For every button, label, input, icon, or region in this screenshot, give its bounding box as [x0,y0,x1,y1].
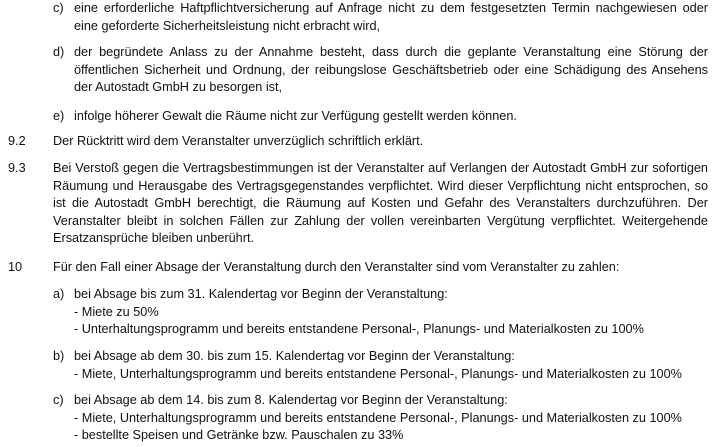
section-text: Der Rücktritt wird dem Veranstalter unverzüglich schriftlich erklärt. [53,134,424,148]
item-letter: c) [53,1,64,15]
item-line: - Miete, Unterhaltungsprogramm und bereits entstandene Personal-, Planungs- und Materialkosten zu 100% [74,410,682,425]
list-item [0,0,715,36]
item-body [74,286,708,339]
section [0,133,715,151]
section-text: Bei Verstoß gegen die Vertragsbestimmungen ist der Veranstalter auf Verlangen der Autostadt GmbH zur sofortigen Räumung und Herausgabe des Vertragsgegenstandes verpflichtet. Wird dieser Verpflichtung nicht entsprochen, so ist die Autostadt GmbH berechtigt, die Räumung auf Kosten und Gefahr des Veranstalters durchzuführen. Der Veranstalter bleibt in solchen Fällen zur Zahlung der vollen vereinbarten Vergütung verpflichtet. Weitergehende Ersatzansprüche bleiben unberührt. [53,161,708,245]
cancellation-item [0,392,715,446]
list-item [0,108,715,126]
item-letter: b) [53,349,65,363]
item-line: - Unterhaltungsprogramm und bereits entstandene Personal-, Planungs- und Materialkosten zu 100% [74,322,644,336]
item-heading: bei Absage ab dem 14. bis zum 8. Kalendertag vor Beginn der Veranstaltung: [74,393,508,407]
item-line: - bestellte Speisen und Getränke bzw. Pauschalen zu 33% [74,428,404,442]
item-line: - Miete, Unterhaltungsprogramm und bereits entstandene Personal-, Planungs- und Materialkosten zu 100% [74,366,682,381]
section-number: 9.3 [8,161,26,175]
item-letter: c) [53,393,64,407]
cancellation-item [0,286,715,340]
item-text: eine erforderliche Haftpflichtversicherung auf Anfrage nicht zu dem festgesetzten Termin nachgewiesen oder eine geforderte Sicherheitsleistung nicht erbracht wird, [74,1,708,33]
item-body [74,348,708,383]
item-line: - Miete zu 50% [74,304,159,319]
list-item [0,44,715,98]
section-number: 9.2 [8,134,26,148]
item-text: der begründete Anlass zu der Annahme besteht, dass durch die geplante Veranstaltung eine Störung der öffentlichen Sicherheit und Ordnung, der reibungslose Geschäftsbetrieb oder eine Schädigung des Ansehens der Autostadt GmbH zu besorgen ist, [74,45,708,94]
item-text: infolge höherer Gewalt die Räume nicht zur Verfügung gestellt werden können. [74,109,517,123]
section [0,160,715,250]
item-letter: d) [53,45,65,59]
item-heading: bei Absage bis zum 31. Kalendertag vor Beginn der Veranstaltung: [74,287,448,301]
section-number: 10 [8,260,23,274]
item-heading: bei Absage ab dem 30. bis zum 15. Kalendertag vor Beginn der Veranstaltung: [74,349,515,363]
item-body [74,392,708,445]
section [0,259,715,277]
section-text: Für den Fall einer Absage der Veranstaltung durch den Veranstalter sind vom Veranstalter zu zahlen: [53,260,620,274]
item-letter: a) [53,287,65,301]
item-letter: e) [53,109,65,123]
cancellation-item [0,348,715,384]
